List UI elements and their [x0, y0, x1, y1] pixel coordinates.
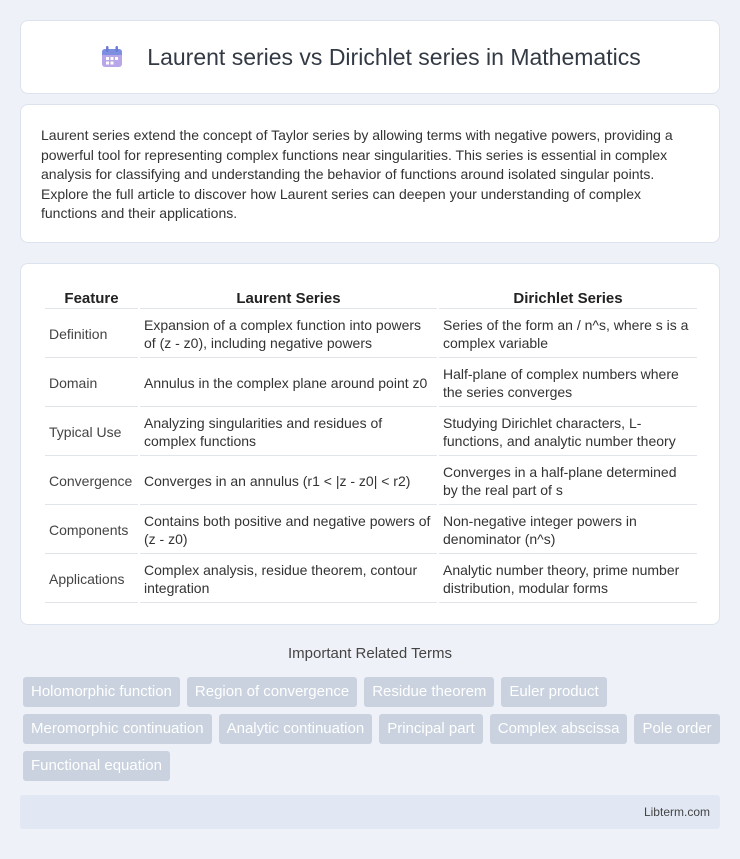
- tag-holomorphic-function[interactable]: Holomorphic function: [23, 677, 180, 707]
- dirichlet-cell: Non-negative integer powers in denominator (n^s): [439, 507, 697, 554]
- dirichlet-cell: Converges in a half-plane determined by the real part of s: [439, 458, 697, 505]
- dirichlet-cell: Half-plane of complex numbers where the series converges: [439, 360, 697, 407]
- feature-cell: Definition: [45, 311, 138, 358]
- dirichlet-cell: Studying Dirichlet characters, L-functions, and analytic number theory: [439, 409, 697, 456]
- table-row: [45, 311, 697, 358]
- footer: [20, 795, 720, 829]
- page-title: Laurent series vs Dirichlet series in Mathematics: [147, 43, 641, 70]
- tag-complex-abscissa[interactable]: Complex abscissa: [490, 714, 628, 744]
- tag-euler-product[interactable]: Euler product: [501, 677, 606, 707]
- tag-region-of-convergence[interactable]: Region of convergence: [187, 677, 357, 707]
- tag-principal-part[interactable]: Principal part: [379, 714, 483, 744]
- laurent-cell: Annulus in the complex plane around point z0: [140, 360, 437, 407]
- laurent-cell: Expansion of a complex function into powers of (z - z0), including negative powers: [140, 311, 437, 358]
- comparison-table: [43, 284, 699, 605]
- dirichlet-cell: Series of the form an / n^s, where s is a complex variable: [439, 311, 697, 358]
- tag-functional-equation[interactable]: Functional equation: [23, 751, 170, 781]
- header-card: [20, 20, 720, 94]
- feature-cell: Applications: [45, 556, 138, 603]
- tag-residue-theorem[interactable]: Residue theorem: [364, 677, 494, 707]
- calendar-icon: [99, 44, 125, 70]
- table-header-row: [45, 286, 697, 309]
- laurent-cell: Contains both positive and negative powers of (z - z0): [140, 507, 437, 554]
- comparison-table-card: [20, 263, 720, 625]
- header-feature: Feature: [45, 286, 138, 309]
- header-dirichlet: Dirichlet Series: [439, 286, 697, 309]
- laurent-cell: Analyzing singularities and residues of complex functions: [140, 409, 437, 456]
- table-row: [45, 458, 697, 505]
- table-row: [45, 409, 697, 456]
- tag-analytic-continuation[interactable]: Analytic continuation: [219, 714, 373, 744]
- related-terms-tags: [23, 677, 723, 781]
- tag-meromorphic-continuation[interactable]: Meromorphic continuation: [23, 714, 212, 744]
- feature-cell: Convergence: [45, 458, 138, 505]
- dirichlet-cell: Analytic number theory, prime number distribution, modular forms: [439, 556, 697, 603]
- table-row: [45, 360, 697, 407]
- feature-cell: Typical Use: [45, 409, 138, 456]
- feature-cell: Domain: [45, 360, 138, 407]
- intro-card: [20, 104, 720, 243]
- laurent-cell: Complex analysis, residue theorem, contour integration: [140, 556, 437, 603]
- table-row: [45, 507, 697, 554]
- related-terms-title: Important Related Terms: [288, 645, 452, 662]
- feature-cell: Components: [45, 507, 138, 554]
- table-row: [45, 556, 697, 603]
- intro-text: Laurent series extend the concept of Taylor series by allowing terms with negative powers, providing a powerful tool for representing complex functions near singularities. This series is essential in complex analysis for classifying and understanding the behavior of functions around isolated singular points. Explore the full article to discover how Laurent series can deepen your understanding of complex functions and their applications.: [41, 127, 673, 222]
- footer-site-link[interactable]: Libterm.com: [643, 805, 710, 819]
- tag-pole-order[interactable]: Pole order: [634, 714, 719, 744]
- laurent-cell: Converges in an annulus (r1 < |z - z0| < r2): [140, 458, 437, 505]
- header-laurent: Laurent Series: [140, 286, 437, 309]
